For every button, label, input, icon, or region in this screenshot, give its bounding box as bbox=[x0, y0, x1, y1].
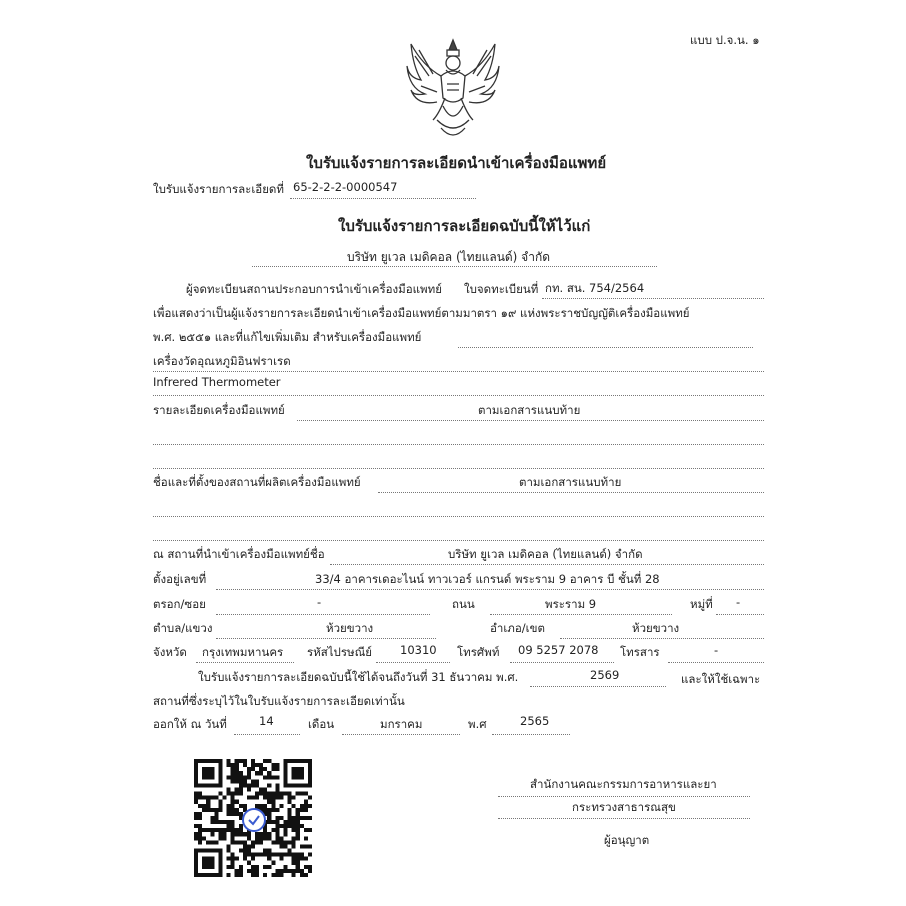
moo-label: หมู่ที่ bbox=[690, 597, 713, 611]
statement-line-1: เพื่อแสดงว่าเป็นผู้แจ้งรายการละเอียดนำเข้าเครื่องมือแพทย์ตามมาตรา ๑๙ แห่งพระราชบัญญัติเครื่องมือแพทย์ bbox=[153, 306, 690, 320]
receipt-no-label: ใบรับแจ้งรายการละเอียดที่ bbox=[153, 182, 284, 196]
device-en-line bbox=[153, 395, 764, 396]
phone-line bbox=[510, 662, 614, 663]
postcode-line bbox=[376, 662, 450, 663]
reg-no-line bbox=[542, 298, 764, 299]
year-label: พ.ศ bbox=[468, 717, 487, 731]
device-th-line bbox=[153, 371, 764, 372]
details-value: ตามเอกสารแนบท้าย bbox=[478, 403, 581, 417]
issued-day: 14 bbox=[259, 714, 274, 728]
issued-month-line bbox=[342, 734, 460, 735]
subtitle: ใบรับแจ้งรายการละเอียดฉบับนี้ให้ไว้แก่ bbox=[338, 217, 591, 235]
agency-line-2 bbox=[498, 818, 750, 819]
fax-value: - bbox=[714, 643, 719, 657]
road-value: พระราม 9 bbox=[545, 597, 597, 611]
manufacturer-line-1 bbox=[378, 492, 764, 493]
company-name: บริษัท ยูเวล เมดิคอล (ไทยแลนด์) จำกัด bbox=[347, 250, 551, 264]
signer-title: ผู้อนุญาต bbox=[604, 833, 650, 847]
validity-line-2: สถานที่ซึ่งระบุไว้ในใบรับแจ้งรายการละเอียดเท่านั้น bbox=[153, 694, 405, 708]
statement-line-2-dots bbox=[458, 347, 753, 348]
soi-line bbox=[216, 614, 430, 615]
issued-day-line bbox=[234, 734, 300, 735]
district-value: ห้วยขวาง bbox=[632, 621, 680, 635]
month-label: เดือน bbox=[308, 717, 335, 731]
receipt-no-line bbox=[290, 198, 476, 199]
details-label: รายละเอียดเครื่องมือแพทย์ bbox=[153, 403, 285, 417]
validity-year-line bbox=[530, 686, 666, 687]
validity-tail: และให้ใช้เฉพาะ bbox=[681, 672, 761, 686]
address-no-label: ตั้งอยู่เลขที่ bbox=[153, 572, 207, 586]
road-line bbox=[490, 614, 672, 615]
subdistrict-value: ห้วยขวาง bbox=[326, 621, 374, 635]
subdistrict-label: ตำบล/แขวง bbox=[153, 621, 213, 635]
importer-line bbox=[330, 564, 764, 565]
phone-value: 09 5257 2078 bbox=[518, 643, 599, 657]
registrant-text: ผู้จดทะเบียนสถานประกอบการนำเข้าเครื่องมือแพทย์ bbox=[186, 282, 442, 296]
qr-code[interactable] bbox=[194, 759, 312, 877]
province-label: จังหวัด bbox=[153, 645, 187, 659]
issued-year: 2565 bbox=[520, 714, 550, 728]
soi-label: ตรอก/ซอย bbox=[153, 597, 206, 611]
details-line-2 bbox=[153, 444, 764, 445]
fax-line bbox=[668, 662, 764, 663]
device-name-en: Infrered Thermometer bbox=[153, 375, 281, 389]
address-no-line bbox=[216, 589, 764, 590]
district-label: อำเภอ/เขต bbox=[490, 621, 545, 635]
phone-label: โทรศัพท์ bbox=[457, 645, 500, 659]
statement-line-2: พ.ศ. ๒๕๕๑ และที่แก้ไขเพิ่มเติม สำหรับเครื่องมือแพทย์ bbox=[153, 330, 422, 344]
subdistrict-line bbox=[216, 638, 436, 639]
moo-value: - bbox=[736, 595, 741, 609]
garuda-emblem bbox=[403, 36, 503, 144]
ministry-name: กระทรวงสาธารณสุข bbox=[572, 800, 676, 814]
agency-name: สำนักงานคณะกรรมการอาหารและยา bbox=[530, 777, 717, 791]
validity-text: ใบรับแจ้งรายการละเอียดฉบับนี้ใช้ได้จนถึงวันที่ 31 ธันวาคม พ.ศ. bbox=[198, 670, 519, 684]
validity-year: 2569 bbox=[590, 668, 620, 682]
manufacturer-label: ชื่อและที่ตั้งของสถานที่ผลิตเครื่องมือแพทย์ bbox=[153, 475, 361, 489]
province-value: กรุงเทพมหานคร bbox=[202, 645, 284, 659]
reg-no: กท. สน. 754/2564 bbox=[545, 281, 645, 295]
details-line-1 bbox=[297, 420, 764, 421]
postcode-value: 10310 bbox=[400, 643, 437, 657]
postcode-label: รหัสไปรษณีย์ bbox=[307, 645, 373, 659]
form-code: แบบ ป.จ.น. ๑ bbox=[690, 33, 760, 47]
reg-no-label: ใบจดทะเบียนที่ bbox=[464, 282, 539, 296]
document-title: ใบรับแจ้งรายการละเอียดนำเข้าเครื่องมือแพทย์ bbox=[306, 154, 607, 172]
importer-label: ณ สถานที่นำเข้าเครื่องมือแพทย์ชื่อ bbox=[153, 547, 325, 561]
importer-value: บริษัท ยูเวล เมดิคอล (ไทยแลนด์) จำกัด bbox=[448, 547, 643, 561]
company-line bbox=[252, 266, 657, 267]
soi-value: - bbox=[317, 595, 322, 609]
manufacturer-line-2 bbox=[153, 516, 764, 517]
receipt-no: 65-2-2-2-0000547 bbox=[293, 180, 398, 194]
province-line bbox=[196, 662, 294, 663]
verified-check-icon bbox=[242, 808, 266, 832]
address-no: 33/4 อาคารเดอะไนน์ ทาวเวอร์ แกรนด์ พระราม 9 อาคาร บี ชั้นที่ 28 bbox=[315, 572, 660, 586]
road-label: ถนน bbox=[452, 597, 475, 611]
issued-month: มกราคม bbox=[380, 717, 423, 731]
issued-year-line bbox=[492, 734, 570, 735]
manufacturer-value: ตามเอกสารแนบท้าย bbox=[519, 475, 622, 489]
moo-line bbox=[716, 614, 764, 615]
details-line-3 bbox=[153, 468, 764, 469]
issued-label: ออกให้ ณ วันที่ bbox=[153, 717, 227, 731]
district-line bbox=[560, 638, 764, 639]
agency-line-1 bbox=[498, 796, 750, 797]
manufacturer-line-3 bbox=[153, 540, 764, 541]
device-name-th: เครื่องวัดอุณหภูมิอินฟราเรด bbox=[153, 354, 291, 368]
fax-label: โทรสาร bbox=[620, 645, 660, 659]
